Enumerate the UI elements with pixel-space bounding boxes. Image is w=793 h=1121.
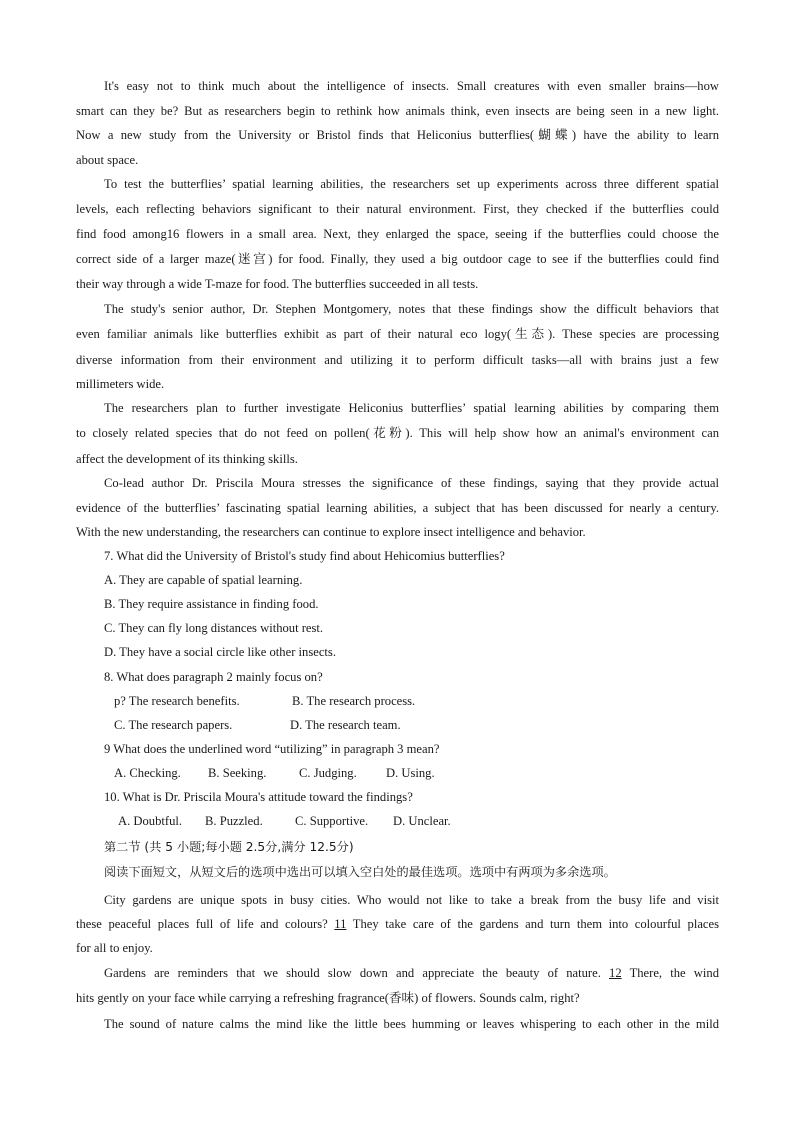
question-9: 9 What does the underlined word “utilizing” in paragraph 3 mean?: [104, 742, 440, 756]
q7-option-d: D. They have a social circle like other insects.: [104, 645, 336, 659]
p5-line-2: evidence of the butterflies’ fascinating spatial learning abilities, a subject that has been discussed for nearly a century.: [76, 501, 719, 515]
q9-option-c: C. Judging.: [299, 766, 357, 780]
q10-option-c: C. Supportive.: [295, 814, 369, 828]
g1-line-3: for all to enjoy.: [76, 941, 153, 955]
g2-line-1: [104, 965, 719, 981]
q10-option-d: D. Unclear.: [393, 814, 451, 828]
q7-option-c: C. They can fly long distances without rest.: [104, 621, 324, 635]
blank-11: 11: [334, 917, 347, 931]
p4-line-3: affect the development of its thinking skills.: [76, 452, 298, 466]
p3-line-4: millimeters wide.: [76, 377, 165, 391]
p2-line-4: correct side of a larger maze(迷宫) for food. Finally, they used a big outdoor cage to see if the butterflies could find: [76, 252, 719, 266]
question-10: 10. What is Dr. Priscila Moura's attitude toward the findings?: [104, 790, 413, 804]
q10-option-b: B. Puzzled.: [205, 814, 263, 828]
p1-line-1: It's easy not to think much about the intelligence of insects. Small creatures with even smaller brains—how: [104, 79, 719, 93]
q8-option-c: C. The research papers.: [114, 718, 233, 732]
q7-option-b: B. They require assistance in finding food.: [104, 597, 319, 611]
q8-option-a: p? The research benefits.: [114, 694, 240, 708]
q8-option-b: B. The research process.: [292, 694, 416, 708]
g1-line-2-pre: these peaceful places full of life and colours?: [76, 917, 335, 931]
p5-line-3: With the new understanding, the researchers can continue to explore insect intelligence and behavior.: [76, 525, 586, 539]
p1-line-2: smart can they be? But as researchers begin to rethink how animals think, even insects are being seen in a new light.: [76, 104, 719, 118]
g1-line-2-post: They take care of the gardens and turn them into colourful places: [346, 917, 719, 931]
p2-line-3: find food among16 flowers in a small area. Next, they enlarged the space, seeing if the butterflies could choose the: [76, 227, 719, 241]
p2-line-5: their way through a wide T-maze for food. The butterflies succeeded in all tests.: [76, 277, 479, 291]
p2-line-1: To test the butterflies’ spatial learning abilities, the researchers set up experiments across three different spatial: [104, 177, 719, 191]
p1-line-4: about space.: [76, 153, 139, 167]
section-2-instruction: 阅读下面短文，从短文后的选项中选出可以填入空白处的最佳选项。选项中有两项为多余选项。: [104, 865, 616, 879]
p3-line-1: The study's senior author, Dr. Stephen Montgomery, notes that these findings show the difficult behaviors that: [104, 302, 719, 316]
section-2-heading: 第二节 (共 5 小题;每小题 2.5分,满分 12.5分): [104, 840, 354, 854]
g1-line-2: [76, 916, 719, 932]
g2-line-1-pre: Gardens are reminders that we should slow down and appreciate the beauty of nature.: [104, 966, 610, 980]
p2-line-2: levels, each reflecting behaviors significant to their natural environment. First, they checked if the butterflies could: [76, 202, 719, 216]
question-7: 7. What did the University of Bristol's study find about Hehicomius butterflies?: [104, 549, 505, 563]
question-8: 8. What does paragraph 2 mainly focus on?: [104, 670, 323, 684]
p1-line-3: Now a new study from the University or Bristol finds that Heliconius butterflies(蝴蝶) have the ability to learn: [76, 128, 719, 142]
g1-line-1: City gardens are unique spots in busy cities. Who would not like to take a break from the busy life and visit: [104, 893, 719, 907]
q7-option-a: A. They are capable of spatial learning.: [104, 573, 303, 587]
g2-line-2: hits gently on your face while carrying a refreshing fragrance(香味) of flowers. Sounds calm, right?: [76, 991, 580, 1005]
blank-12: 12: [609, 966, 622, 980]
g3-line-1: The sound of nature calms the mind like the little bees humming or leaves whispering to each other in the mild: [104, 1017, 719, 1031]
p5-line-1: Co-lead author Dr. Priscila Moura stresses the significance of these findings, saying that they provide actual: [104, 476, 719, 490]
q9-option-a: A. Checking.: [114, 766, 181, 780]
g2-line-1-post: There, the wind: [621, 966, 719, 980]
p3-line-3: diverse information from their environment and utilizing it to perform difficult tasks—all with brains just a few: [76, 353, 719, 367]
p4-line-1: The researchers plan to further investigate Heliconius butterflies’ spatial learning abilities by comparing them: [104, 401, 719, 415]
p3-line-2: even familiar animals like butterflies exhibit as part of their natural eco logy(生态). These species are processing: [76, 327, 719, 341]
q8-option-d: D. The research team.: [290, 718, 401, 732]
q9-option-b: B. Seeking.: [208, 766, 267, 780]
q9-option-d: D. Using.: [386, 766, 435, 780]
q10-option-a: A. Doubtful.: [118, 814, 183, 828]
p4-line-2: to closely related species that do not feed on pollen(花粉). This will help show how an animal's environment can: [76, 426, 719, 440]
